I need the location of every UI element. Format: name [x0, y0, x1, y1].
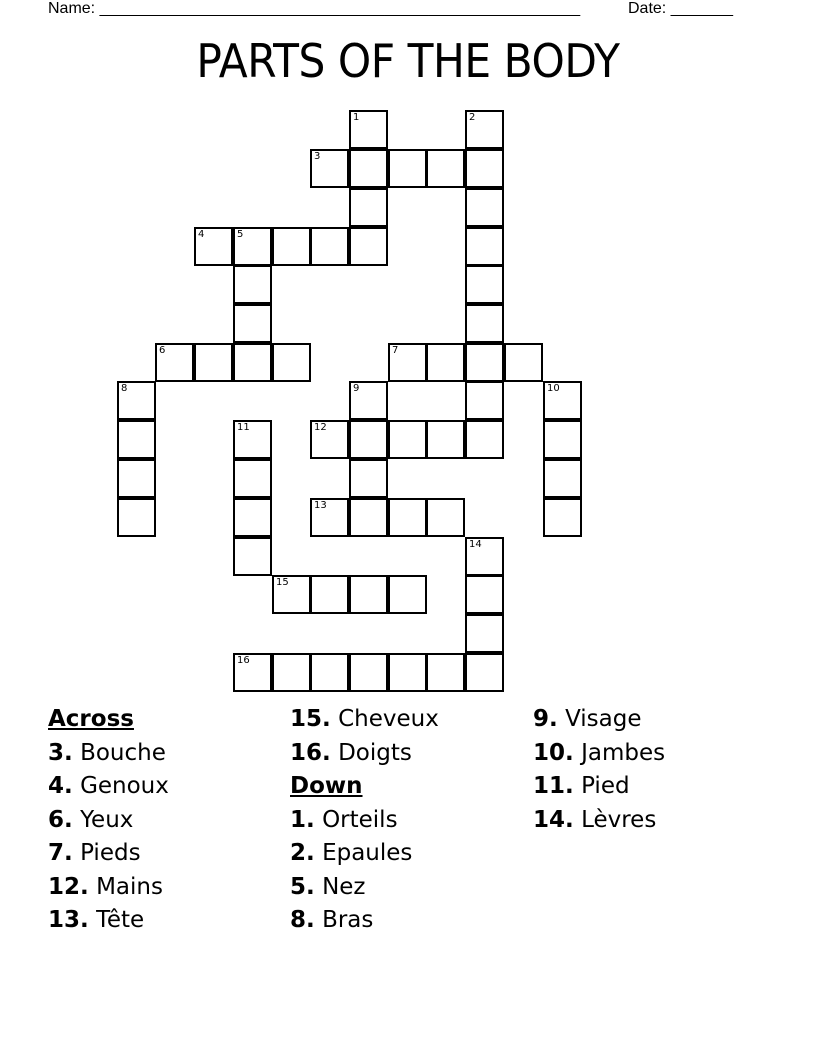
crossword-cell[interactable]	[349, 110, 388, 149]
crossword-cell[interactable]	[543, 420, 582, 459]
clue-item-number: 3.	[48, 739, 73, 766]
clue-item-text: Tête	[96, 907, 145, 933]
crossword-cell[interactable]	[310, 227, 349, 266]
clue-item	[290, 904, 439, 938]
crossword-cell[interactable]	[504, 343, 543, 382]
crossword-cell[interactable]	[543, 459, 582, 498]
crossword-cell[interactable]	[272, 653, 311, 692]
crossword-cell[interactable]	[465, 304, 504, 343]
clue-item-text: Visage	[565, 706, 642, 732]
clue-number: 14	[469, 539, 482, 550]
clue-item	[290, 871, 439, 905]
clue-item	[533, 737, 665, 771]
crossword-cell[interactable]	[388, 575, 427, 614]
crossword-cell[interactable]	[272, 343, 311, 382]
crossword-cell[interactable]	[388, 149, 427, 188]
clue-item-text: Bras	[322, 907, 374, 933]
clue-number: 2	[469, 112, 476, 123]
crossword-cell[interactable]	[465, 381, 504, 420]
clue-number: 1	[353, 112, 360, 123]
date-field[interactable]: Date: _______	[628, 0, 733, 17]
crossword-cell[interactable]	[426, 343, 465, 382]
clue-item-text: Orteils	[322, 806, 398, 833]
clue-item-text: Pieds	[80, 840, 141, 866]
crossword-cell[interactable]	[272, 227, 311, 266]
crossword-cell[interactable]	[349, 575, 388, 614]
clue-item-number: 15.	[290, 706, 331, 732]
clue-number: 5	[237, 229, 244, 240]
clue-item-number: 8.	[290, 907, 315, 933]
crossword-cell[interactable]	[233, 498, 272, 537]
clue-item-number: 16.	[290, 739, 331, 766]
clue-item-text: Mains	[96, 873, 163, 900]
crossword-cell[interactable]	[349, 420, 388, 459]
clue-item	[48, 770, 169, 804]
clue-item	[48, 904, 169, 938]
crossword-cell[interactable]	[465, 188, 504, 227]
clue-item-text: Cheveux	[338, 706, 439, 732]
clue-item-text: Nez	[322, 873, 366, 900]
crossword-cell[interactable]	[388, 498, 427, 537]
crossword-cell[interactable]	[349, 653, 388, 692]
clue-item-number: 4.	[48, 773, 73, 799]
clue-item	[533, 804, 665, 838]
crossword-cell[interactable]	[465, 265, 504, 304]
crossword-cell[interactable]	[272, 575, 311, 614]
crossword-cell[interactable]	[426, 498, 465, 537]
clue-item-number: 12.	[48, 873, 89, 900]
crossword-cell[interactable]	[465, 149, 504, 188]
clue-item-text: Doigts	[338, 739, 412, 766]
clue-item	[290, 703, 439, 737]
clue-item-number: 9.	[533, 706, 558, 732]
clue-number: 12	[314, 422, 327, 433]
clue-column-3	[533, 703, 665, 837]
crossword-cell[interactable]	[388, 343, 427, 382]
page-title: PARTS OF THE BODY	[196, 34, 620, 88]
clue-item	[533, 770, 665, 804]
crossword-cell[interactable]	[426, 420, 465, 459]
clue-number: 4	[198, 229, 205, 240]
clue-item-number: 10.	[533, 739, 574, 766]
crossword-cell[interactable]	[543, 381, 582, 420]
crossword-cell[interactable]	[349, 227, 388, 266]
clue-item-number: 1.	[290, 806, 315, 833]
clue-item	[290, 737, 439, 771]
crossword-cell[interactable]	[233, 459, 272, 498]
crossword-cell[interactable]	[465, 575, 504, 614]
crossword-cell[interactable]	[233, 304, 272, 343]
crossword-cell[interactable]	[465, 537, 504, 576]
crossword-cell[interactable]	[465, 343, 504, 382]
clue-item	[48, 837, 169, 871]
crossword-cell[interactable]	[426, 149, 465, 188]
clue-number: 7	[392, 345, 399, 356]
crossword-cell[interactable]	[465, 420, 504, 459]
crossword-cell[interactable]	[233, 537, 272, 576]
clue-item-number: 7.	[48, 840, 73, 866]
clue-item-text: Epaules	[322, 840, 413, 866]
clue-item	[48, 804, 169, 838]
clue-number: 10	[547, 383, 560, 394]
clue-column-1	[48, 703, 169, 938]
crossword-cell[interactable]	[465, 110, 504, 149]
crossword-cell[interactable]	[194, 343, 233, 382]
crossword-cell[interactable]	[310, 575, 349, 614]
crossword-cell[interactable]	[349, 188, 388, 227]
name-field[interactable]: Name: ______________________________________________________	[48, 0, 581, 17]
clue-number: 16	[237, 655, 250, 666]
crossword-cell[interactable]	[465, 227, 504, 266]
clue-section-heading: Down	[290, 773, 363, 799]
crossword-cell[interactable]	[349, 459, 388, 498]
crossword-cell[interactable]	[349, 381, 388, 420]
clue-item-text: Bouche	[80, 739, 166, 766]
crossword-cell[interactable]	[465, 614, 504, 653]
clue-item-number: 2.	[290, 840, 315, 866]
crossword-cell[interactable]	[310, 149, 349, 188]
crossword-cell[interactable]	[155, 343, 194, 382]
clue-number: 8	[121, 383, 128, 394]
clue-number: 11	[237, 422, 250, 433]
crossword-cell[interactable]	[388, 420, 427, 459]
crossword-cell[interactable]	[117, 459, 156, 498]
clue-column-2	[290, 703, 439, 938]
clue-item-number: 13.	[48, 907, 89, 933]
clue-item-number: 5.	[290, 873, 315, 900]
clue-item	[48, 737, 169, 771]
crossword-cell[interactable]	[233, 227, 272, 266]
clue-section-heading: Across	[48, 706, 134, 732]
clue-item-text: Pied	[581, 773, 630, 799]
clue-item-text: Lèvres	[581, 806, 657, 833]
crossword-cell[interactable]	[117, 420, 156, 459]
crossword-cell[interactable]	[310, 498, 349, 537]
clue-number: 15	[276, 577, 289, 588]
crossword-cell[interactable]	[233, 420, 272, 459]
clue-item-text: Jambes	[581, 739, 666, 766]
crossword-cell[interactable]	[233, 343, 272, 382]
crossword-cell[interactable]	[117, 381, 156, 420]
clue-item	[290, 804, 439, 838]
clue-item	[533, 703, 665, 737]
crossword-cell[interactable]	[465, 653, 504, 692]
clue-number: 6	[159, 345, 166, 356]
crossword-cell[interactable]	[388, 653, 427, 692]
clue-number: 13	[314, 500, 327, 511]
crossword-cell[interactable]	[310, 653, 349, 692]
clue-item-number: 6.	[48, 806, 73, 833]
crossword-cell[interactable]	[349, 498, 388, 537]
clue-number: 3	[314, 151, 321, 162]
crossword-cell[interactable]	[117, 498, 156, 537]
clue-item-number: 11.	[533, 773, 574, 799]
crossword-cell[interactable]	[194, 227, 233, 266]
crossword-cell[interactable]	[426, 653, 465, 692]
clue-item-number: 14.	[533, 806, 574, 833]
clue-item	[290, 837, 439, 871]
crossword-cell[interactable]	[543, 498, 582, 537]
clue-item-text: Genoux	[80, 773, 169, 799]
clue-number: 9	[353, 383, 360, 394]
clue-item-text: Yeux	[80, 806, 134, 833]
clue-item	[48, 871, 169, 905]
crossword-cell[interactable]	[233, 265, 272, 304]
crossword-cell[interactable]	[349, 149, 388, 188]
crossword-cell[interactable]	[233, 653, 272, 692]
crossword-cell[interactable]	[310, 420, 349, 459]
